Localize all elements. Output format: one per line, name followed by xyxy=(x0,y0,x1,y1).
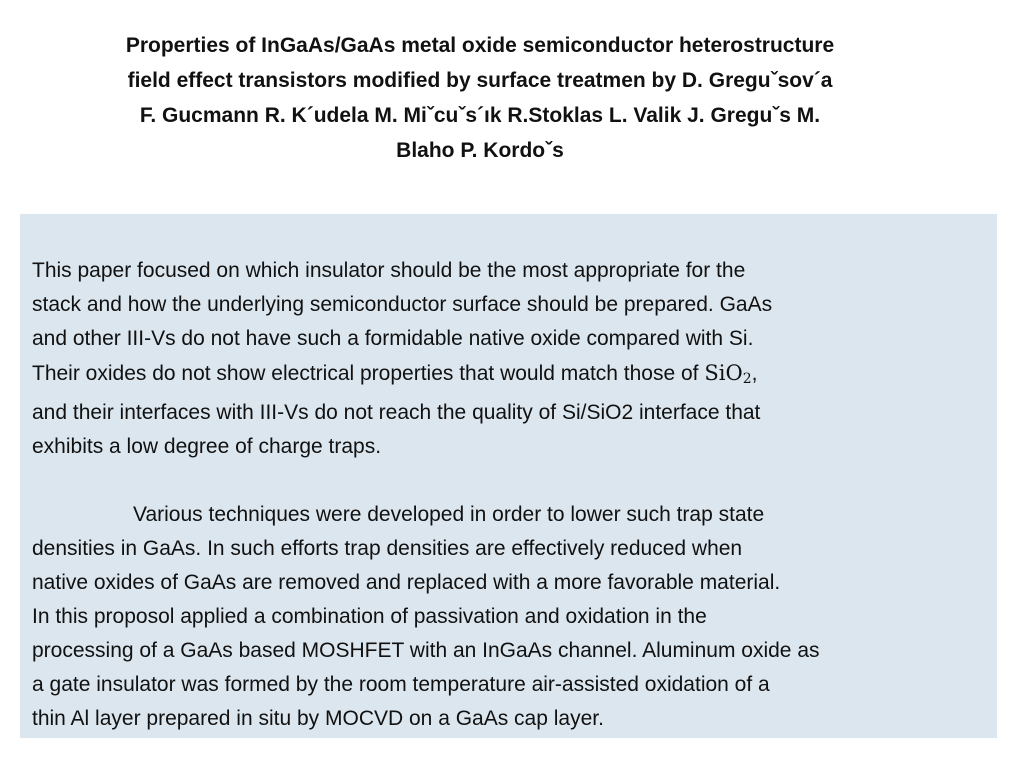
paragraph-line: stack and how the underlying semiconductor surface should be prepared. GaAs xyxy=(32,293,773,316)
paragraph-line: processing of a GaAs based MOSHFET with an InGaAs channel. Aluminum oxide as xyxy=(32,639,820,662)
paragraph-2 xyxy=(32,498,992,736)
paragraph-line-indented xyxy=(32,498,992,532)
paragraph-line: and other III-Vs do not have such a formidable native oxide compared with Si. xyxy=(32,327,754,350)
paragraph-line: This paper focused on which insulator should be the most appropriate for the xyxy=(32,259,746,282)
title-line: F. Gucmann R. K´udela M. Miˇcuˇs´ık R.Stoklas L. Valik J. Greguˇs M. xyxy=(139,104,821,127)
slide-title xyxy=(40,28,920,168)
sio2-formula xyxy=(704,361,751,385)
title-line: field effect transistors modified by surface treatmen by D. Greguˇsov´a xyxy=(127,69,833,92)
paragraph-line: a gate insulator was formed by the room temperature air-assisted oxidation of a xyxy=(32,673,770,696)
body-text xyxy=(32,254,992,736)
formula-suffix-text: , xyxy=(751,362,758,385)
paragraph-line-with-formula xyxy=(32,356,992,396)
title-line: Properties of InGaAs/GaAs metal oxide semiconductor heterostructure xyxy=(125,34,835,57)
paragraph-line: exhibits a low degree of charge traps. xyxy=(32,435,382,458)
paragraph-line: densities in GaAs. In such efforts trap densities are effectively reduced when xyxy=(32,537,743,560)
paragraph-spacer xyxy=(32,464,992,498)
formula-prefix-text: Their oxides do not show electrical properties that would match those of xyxy=(32,362,705,385)
paragraph-line: and their interfaces with III-Vs do not reach the quality of Si/SiO2 interface that xyxy=(32,401,761,424)
paragraph-line: In this proposol applied a combination of passivation and oxidation in the xyxy=(32,605,707,628)
paragraph-line: native oxides of GaAs are removed and replaced with a more favorable material. xyxy=(32,571,781,594)
title-line: Blaho P. Kordoˇs xyxy=(396,139,564,162)
formula-subscript: 2 xyxy=(742,371,752,387)
paragraph-1 xyxy=(32,254,992,464)
formula-base: SiO xyxy=(704,361,743,385)
paragraph-line: thin Al layer prepared in situ by MOCVD on a GaAs cap layer. xyxy=(32,707,604,730)
paragraph-line-text: Various techniques were developed in order to lower such trap state xyxy=(133,503,765,526)
